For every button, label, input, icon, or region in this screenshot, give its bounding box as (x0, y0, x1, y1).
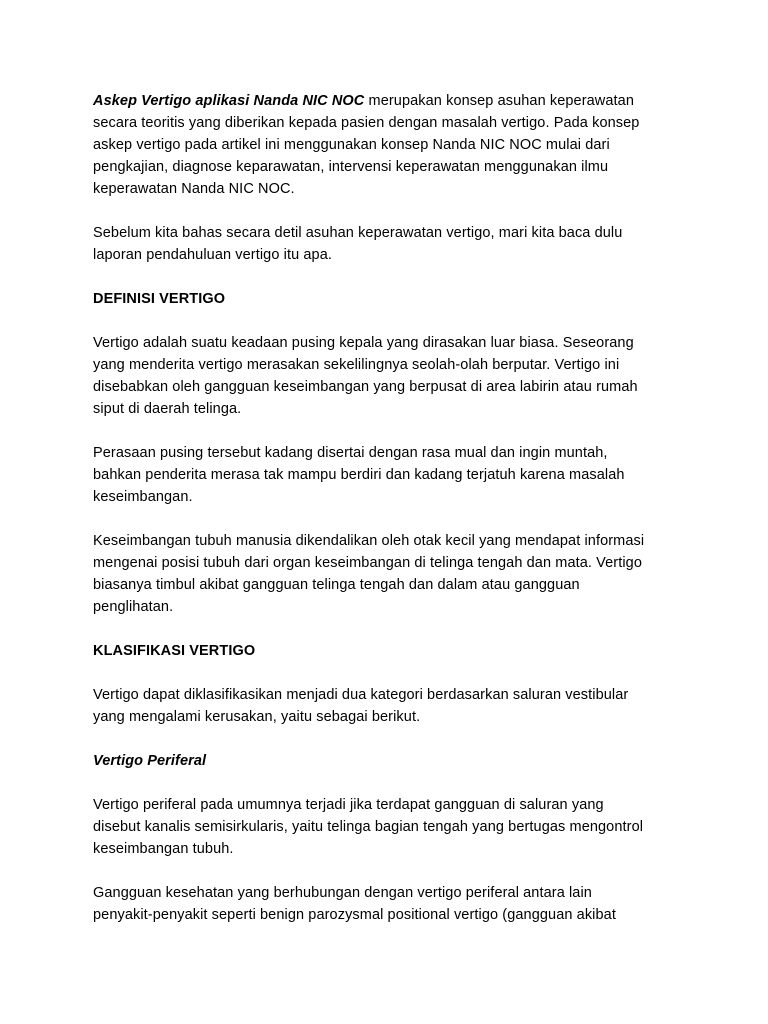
klasifikasi-paragraph (93, 684, 693, 728)
periferal-2-line-1: Gangguan kesehatan yang berhubungan dengan vertigo periferal antara lain (93, 885, 592, 901)
definisi-1-line-4: siput di daerah telinga. (93, 401, 242, 417)
definisi-paragraph-3 (93, 530, 693, 618)
definisi-3-line-4: penglihatan. (93, 599, 174, 615)
subheading-periferal: Vertigo Periferal (93, 753, 207, 769)
definisi-2-line-3: keseimbangan. (93, 489, 193, 505)
klasifikasi-line-1: Vertigo dapat diklasifikasikan menjadi dua kategori berdasarkan saluran vestibular (93, 687, 629, 703)
definisi-paragraph-2 (93, 442, 693, 508)
definisi-3-line-3: biasanya timbul akibat gangguan telinga tengah dan dalam atau gangguan (93, 577, 580, 593)
periferal-paragraph-1 (93, 794, 693, 860)
definisi-3-line-2: mengenai posisi tubuh dari organ keseimbangan di telinga tengah dan mata. Vertigo (93, 555, 642, 571)
definisi-2-line-2: bahkan penderita merasa tak mampu berdiri dan kadang terjatuh karena masalah (93, 467, 625, 483)
intro-line-1-rest: merupakan konsep asuhan keperawatan (364, 93, 635, 109)
periferal-paragraph-2 (93, 882, 693, 926)
intro-line-1 (93, 90, 693, 112)
definisi-1-line-2: yang menderita vertigo merasakan sekelilingnya seolah-olah berputar. Vertigo ini (93, 357, 620, 373)
heading-klasifikasi: KLASIFIKASI VERTIGO (93, 643, 256, 659)
definisi-paragraph-1 (93, 332, 693, 420)
sebelum-line-1: Sebelum kita bahas secara detil asuhan keperawatan vertigo, mari kita baca dulu (93, 225, 623, 241)
klasifikasi-line-2: yang mengalami kerusakan, yaitu sebagai berikut. (93, 709, 421, 725)
sebelum-paragraph (93, 222, 693, 266)
document-page (93, 90, 693, 926)
heading-definisi: DEFINISI VERTIGO (93, 291, 226, 307)
periferal-1-line-2: disebut kanalis semisirkularis, yaitu telinga bagian tengah yang bertugas mengontrol (93, 819, 644, 835)
intro-line-4: pengkajian, diagnose keparawatan, intervensi keperawatan menggunakan ilmu (93, 159, 609, 175)
periferal-1-line-1: Vertigo periferal pada umumnya terjadi jika terdapat gangguan di saluran yang (93, 797, 604, 813)
intro-line-5: keperawatan Nanda NIC NOC. (93, 181, 295, 197)
intro-line-3: askep vertigo pada artikel ini menggunakan konsep Nanda NIC NOC mulai dari (93, 137, 610, 153)
definisi-3-line-1: Keseimbangan tubuh manusia dikendalikan oleh otak kecil yang mendapat informasi (93, 533, 645, 549)
intro-lead-bold-italic: Askep Vertigo aplikasi Nanda NIC NOC (93, 93, 365, 109)
definisi-1-line-1: Vertigo adalah suatu keadaan pusing kepala yang dirasakan luar biasa. Seseorang (93, 335, 634, 351)
definisi-1-line-3: disebabkan oleh gangguan keseimbangan yang berpusat di area labirin atau rumah (93, 379, 638, 395)
intro-line-2: secara teoritis yang diberikan kepada pasien dengan masalah vertigo. Pada konsep (93, 115, 640, 131)
sebelum-line-2: laporan pendahuluan vertigo itu apa. (93, 247, 333, 263)
definisi-2-line-1: Perasaan pusing tersebut kadang disertai dengan rasa mual dan ingin muntah, (93, 445, 608, 461)
intro-paragraph (93, 90, 693, 200)
periferal-2-line-2: penyakit-penyakit seperti benign parozysmal positional vertigo (gangguan akibat (93, 907, 616, 923)
periferal-1-line-3: keseimbangan tubuh. (93, 841, 234, 857)
